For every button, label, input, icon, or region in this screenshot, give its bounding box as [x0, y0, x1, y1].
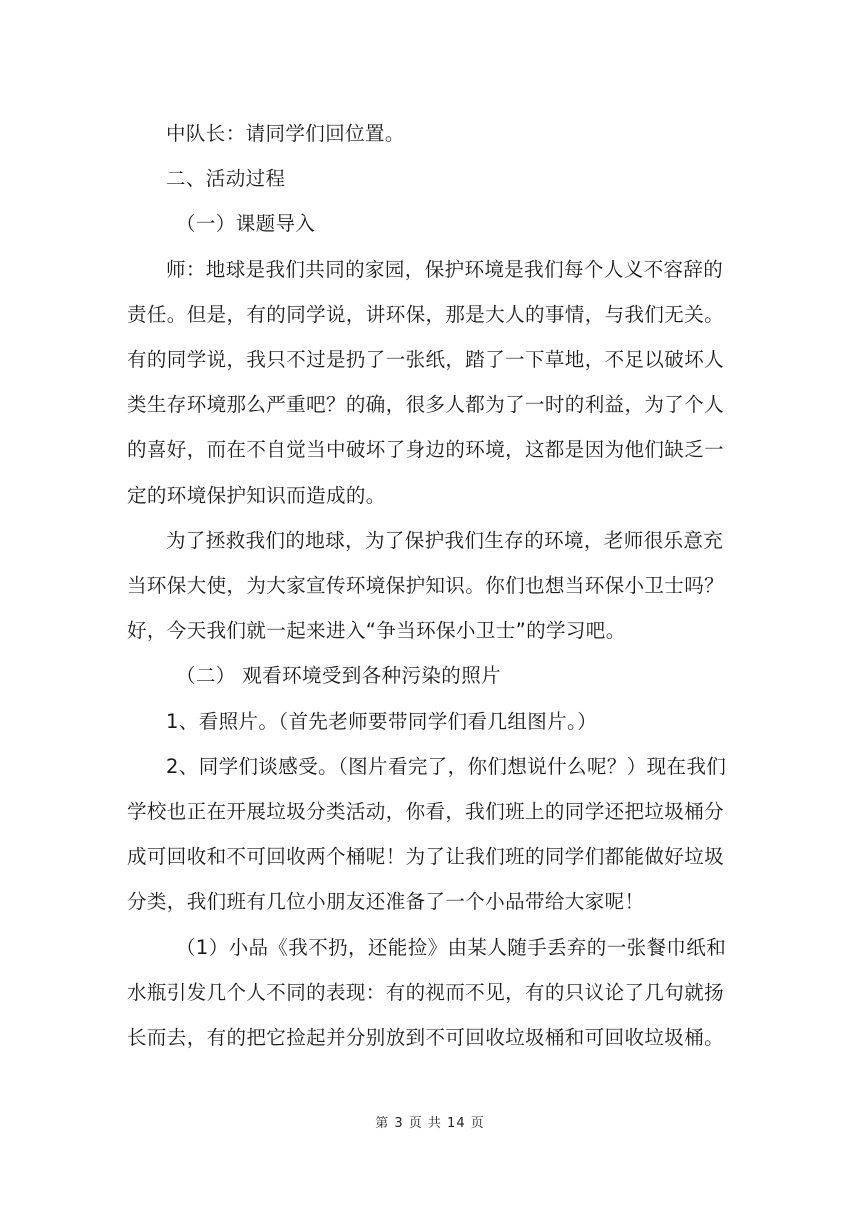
subheading-topic-intro: [127, 201, 735, 246]
text-line: 好，今天我们就一起来进入“争当环保小卫士”的学习吧。: [127, 619, 626, 643]
text-line: 当环保大使，为大家宣传环境保护知识。你们也想当环保小卫士吗？: [127, 574, 725, 598]
text-line: 类生存环境那么严重吧？的确，很多人都为了一时的利益，为了个人: [127, 393, 725, 417]
page-footer: 第 3 页 共 14 页: [375, 1116, 485, 1131]
paragraph-teacher-intro: [127, 247, 735, 518]
text-line: 2、同学们谈感受。（图片看完了，你们想说什么呢？）现在我们: [166, 754, 727, 778]
paragraph-step-1: [127, 699, 735, 744]
text-line: 师：地球是我们共同的家园，保护环境是我们每个人义不容辞的: [166, 257, 724, 281]
text-line: 1、看照片。（首先老师要带同学们看几组图片。）: [166, 709, 598, 733]
paragraph-save-earth: [127, 518, 735, 654]
text-line: 有的同学说，我只不过是扔了一张纸，踏了一下草地，不足以破坏人: [127, 348, 725, 372]
text-line: 为了拯救我们的地球，为了保护我们生存的环境，老师很乐意充: [166, 528, 724, 552]
text-line: 长而去，有的把它捡起并分别放到不可回收垃圾桶和可回收垃圾桶。: [127, 1026, 725, 1050]
paragraph-step-2: [127, 744, 735, 925]
heading-activity-process: [127, 156, 735, 201]
subheading-watch-photos: [127, 653, 735, 698]
text-line: 成可回收和不可回收两个桶呢！为了让我们班的同学们都能做好垃圾: [127, 845, 725, 869]
text-line: 二、活动过程: [166, 167, 286, 191]
paragraph-skit: [127, 925, 735, 1061]
text-line: （1）小品《我不扔，还能捡》由某人随手丢弃的一张餐巾纸和: [176, 935, 727, 959]
text-line: 学校也正在开展垃圾分类活动，你看，我们班上的同学还把垃圾桶分: [127, 800, 725, 824]
text-line: （二） 观看环境受到各种污染的照片: [176, 664, 501, 688]
text-line: 中队长：请同学们回位置。: [166, 122, 405, 145]
paragraph-squad-leader: [127, 111, 735, 156]
text-line: 水瓶引发几个人不同的表现：有的视而不见，有的只议论了几句就扬: [127, 980, 725, 1004]
text-line: 分类，我们班有几位小朋友还准备了一个小品带给大家呢！: [127, 890, 645, 914]
document-body: [127, 111, 735, 1060]
text-line: 定的环境保护知识而造成的。: [127, 483, 386, 507]
text-line: （一）课题导入: [176, 212, 316, 236]
text-line: 的喜好，而在不自觉当中破坏了身边的环境，这都是因为他们缺乏一: [127, 438, 725, 462]
text-line: 责任。但是，有的同学说，讲环保，那是大人的事情，与我们无关。: [127, 302, 725, 326]
